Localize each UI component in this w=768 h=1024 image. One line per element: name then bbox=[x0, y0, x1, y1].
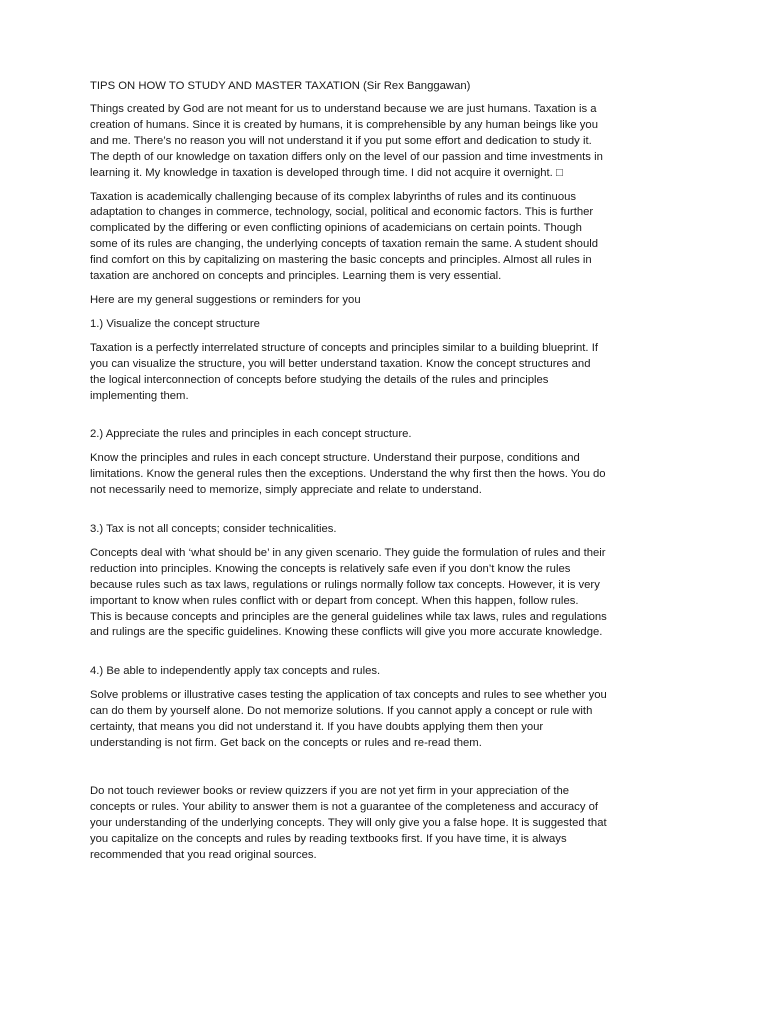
text-line: and rulings are the specific guidelines. Knowing these conflicts will give you more accurate knowledge. bbox=[90, 626, 603, 639]
text-line: you capitalize on the concepts and rules by reading textbooks first. If you have time, it is always bbox=[90, 832, 567, 845]
tip-heading: 2.) Appreciate the rules and principles in each concept structure. bbox=[90, 428, 412, 441]
text-line: and me. There’s no reason you will not understand it if you put some effort and dedication to study it. bbox=[90, 134, 592, 147]
text-line: Know the principles and rules in each concept structure. Understand their purpose, conditions and bbox=[90, 452, 580, 465]
tip-body bbox=[90, 546, 708, 641]
text-line: adaptation to changes in commerce, technology, social, political and economic factors. This is further bbox=[90, 206, 594, 219]
text-line: implementing them. bbox=[90, 389, 189, 402]
text-line: concepts or rules. Your ability to answer them is not a guarantee of the completeness and accuracy of bbox=[90, 800, 599, 813]
text-line: Solve problems or illustrative cases testing the application of tax concepts and rules to see whether you bbox=[90, 689, 607, 702]
text-line: important to know when rules conflict with or depart from concept. When this happen, follow rules. bbox=[90, 594, 579, 607]
intro-paragraph-2 bbox=[90, 190, 708, 285]
text-line: not necessarily need to memorize, simply appreciate and relate to understand. bbox=[90, 484, 482, 497]
tip-heading: 3.) Tax is not all concepts; consider technicalities. bbox=[90, 523, 337, 536]
text-line: learning it. My knowledge in taxation is developed through time. I did not acquire it overnight. □ bbox=[90, 166, 563, 179]
text-line: complicated by the differing or even conflicting opinions of academicians on certain points. Though bbox=[90, 222, 582, 235]
tip-heading: 4.) Be able to independently apply tax concepts and rules. bbox=[90, 665, 381, 678]
lead-in-text: Here are my general suggestions or reminders for you bbox=[90, 293, 361, 306]
text-line: Do not touch reviewer books or review quizzers if you are not yet firm in your appreciation of the bbox=[90, 784, 570, 797]
text-line: limitations. Know the general rules then the exceptions. Understand the why first then the hows. You do bbox=[90, 468, 606, 481]
text-line: Things created by God are not meant for us to understand because we are just humans. Taxation is a bbox=[90, 103, 597, 115]
document-title: TIPS ON HOW TO STUDY AND MASTER TAXATION (Sir Rex Banggawan) bbox=[90, 80, 471, 92]
text-line: your understanding of the underlying concepts. They will only give you a false hope. It is suggested that bbox=[90, 816, 607, 829]
text-line: you can visualize the structure, you will better understand taxation. Know the concept structures and bbox=[90, 357, 591, 370]
text-line: can do them by yourself alone. Do not memorize solutions. If you cannot apply a concept or rule with bbox=[90, 705, 593, 718]
text-line: creation of humans. Since it is created by humans, it is comprehensible by any human beings like you bbox=[90, 118, 599, 131]
text-line: taxation are anchored on concepts and principles. Learning them is very essential. bbox=[90, 270, 502, 283]
text-line: the logical interconnection of concepts before studying the details of the rules and principles bbox=[90, 373, 549, 386]
text-line: Taxation is academically challenging because of its complex labyrinths of rules and its continuous bbox=[90, 190, 577, 203]
text-line: certainty, that means you did not understand it. If you have doubts applying them then your bbox=[90, 721, 544, 734]
text-line: understanding is not firm. Get back on the concepts or rules and re-read them. bbox=[90, 737, 482, 749]
tip-body bbox=[90, 688, 708, 752]
spacer bbox=[90, 649, 708, 664]
tip-body bbox=[90, 341, 708, 405]
intro-paragraph-1 bbox=[90, 102, 708, 182]
closing-paragraph bbox=[90, 784, 708, 864]
text-line: This is because concepts and principles are the general guidelines while tax laws, rules and regulations bbox=[90, 610, 607, 623]
tip-body bbox=[90, 451, 708, 499]
tip-heading: 1.) Visualize the concept structure bbox=[90, 317, 260, 330]
text-line: because rules such as tax laws, regulations or rulings normally follow tax concepts. However, it is very bbox=[90, 578, 600, 591]
spacer bbox=[90, 760, 708, 784]
text-line: some of its rules are changing, the underlying concepts of taxation remain the same. A student should bbox=[90, 238, 599, 251]
text-line: recommended that you read original sources. bbox=[90, 848, 317, 861]
text-line: The depth of our knowledge on taxation differs only on the level of our passion and time investments in bbox=[90, 150, 603, 163]
spacer bbox=[90, 412, 708, 427]
text-line: Concepts deal with ‘what should be’ in any given scenario. They guide the formulation of rules and their bbox=[90, 546, 606, 559]
spacer bbox=[90, 507, 708, 522]
text-line: reduction into principles. Knowing the concepts is relatively safe even if you don’t know the rules bbox=[90, 562, 571, 575]
text-line: find comfort on this by capitalizing on mastering the basic concepts and principles. Almost all rules in bbox=[90, 254, 592, 267]
text-line: Taxation is a perfectly interrelated structure of concepts and principles similar to a building blueprint. If bbox=[90, 341, 598, 354]
